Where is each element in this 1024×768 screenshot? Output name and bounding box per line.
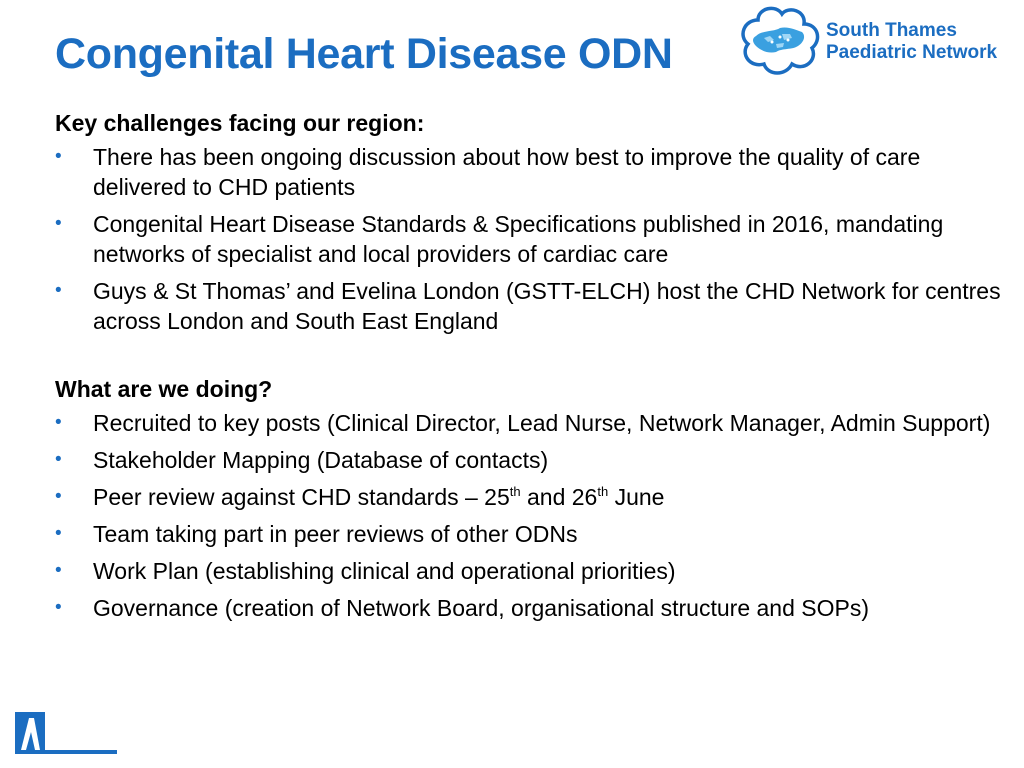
bullet-icon: • (55, 523, 62, 544)
logo-line-2: Paediatric Network (826, 42, 998, 63)
peer-review-text-c: June (608, 484, 665, 510)
challenges-heading: Key challenges facing our region: (55, 110, 425, 136)
superscript-th: th (597, 484, 609, 499)
section-spacer (55, 336, 1005, 374)
list-item-text (93, 484, 664, 510)
list-item (55, 519, 1005, 549)
bullet-icon: • (55, 560, 62, 581)
list-item (55, 408, 1005, 438)
list-item-text: There has been ongoing discussion about how best to improve the quality of care delivered to CHD patients (93, 144, 921, 200)
bullet-icon: • (55, 280, 62, 301)
bullet-icon: • (55, 213, 62, 234)
list-item-text: Congenital Heart Disease Standards & Specifications published in 2016, mandating networks of specialist and local providers of cardiac care (93, 211, 944, 267)
list-item (55, 209, 1005, 269)
list-item-text: Stakeholder Mapping (Database of contacts) (93, 447, 549, 473)
footer-logo-icon (15, 712, 117, 754)
list-item-text: Recruited to key posts (Clinical Director, Lead Nurse, Network Manager, Admin Support) (93, 410, 991, 436)
logo-line-1: South Thames (826, 20, 957, 41)
doing-heading: What are we doing? (55, 376, 273, 402)
list-item (55, 276, 1005, 336)
footer-logo (15, 712, 117, 754)
list-item-text: Work Plan (establishing clinical and operational priorities) (93, 558, 676, 584)
network-logo-icon (736, 2, 826, 86)
list-item-text: Team taking part in peer reviews of other ODNs (93, 521, 578, 547)
challenges-list (55, 142, 1005, 336)
list-item (55, 142, 1005, 202)
list-item (55, 556, 1005, 586)
list-item-text: Guys & St Thomas’ and Evelina London (GSTT-ELCH) host the CHD Network for centres across London and South East England (93, 278, 1001, 334)
list-item (55, 593, 1005, 623)
superscript-th: th (509, 484, 521, 499)
list-item-text: Governance (creation of Network Board, organisational structure and SOPs) (93, 595, 869, 621)
peer-review-text-b: and 26 (520, 484, 598, 510)
peer-review-text-a: Peer review against CHD standards – 25 (93, 484, 510, 510)
list-item (55, 482, 1005, 512)
bullet-icon: • (55, 412, 62, 433)
south-thames-paediatric-network-logo (736, 2, 1020, 86)
bullet-icon: • (55, 146, 62, 167)
bullet-icon: • (55, 449, 62, 470)
logo-text (826, 20, 997, 64)
list-item (55, 445, 1005, 475)
slide-title: Congenital Heart Disease ODN (55, 30, 673, 78)
slide-body (55, 108, 1005, 623)
bullet-icon: • (55, 486, 62, 507)
bullet-icon: • (55, 597, 62, 618)
doing-list (55, 408, 1005, 623)
